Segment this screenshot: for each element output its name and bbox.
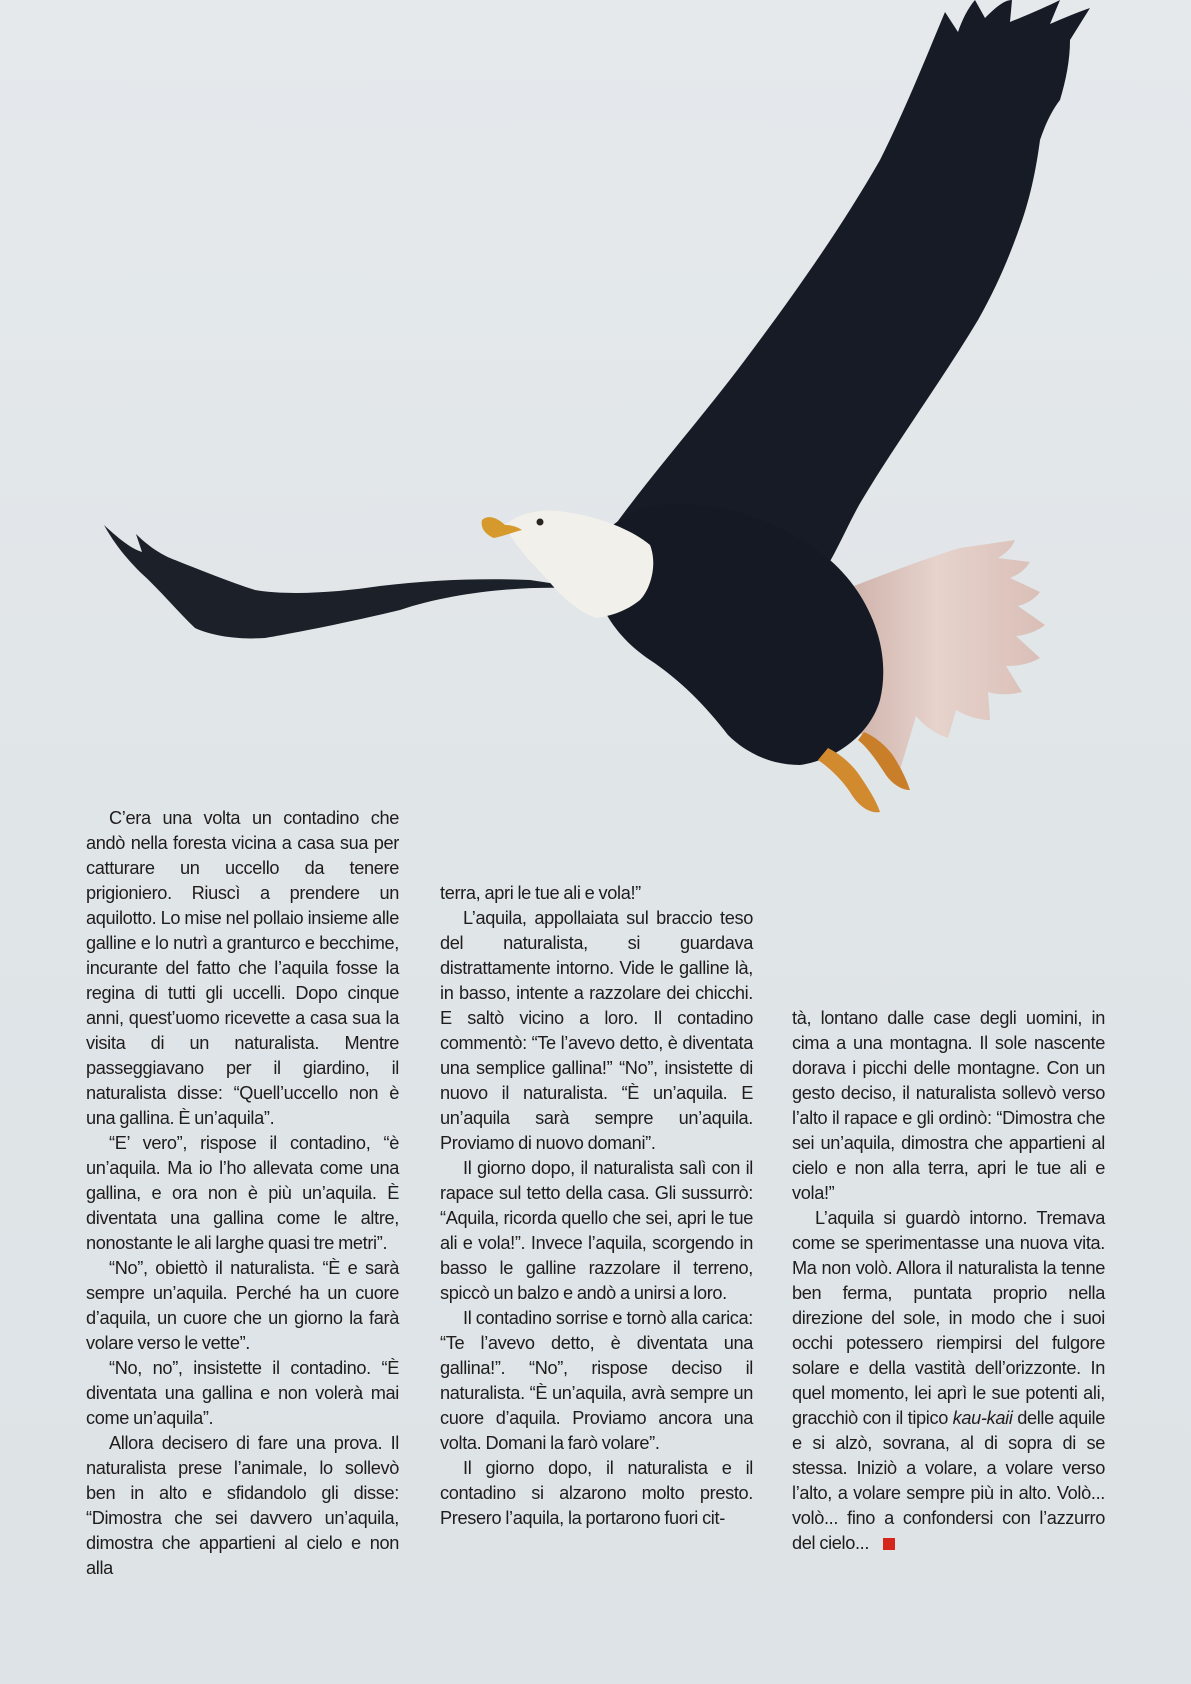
- text-run: L’aquila si guardò intorno. Tremava come se sperimentasse una nuova vita. Ma non volò. Allora il naturalista la tenne ben ferma, puntata proprio nella direzione del sole, in modo che i suoi occhi potessero riempirsi del fulgore solare e della vastità dell’orizzonte. In quel momento, lei aprì le sue potenti ali, gracchiò con il tipico: [792, 1208, 1105, 1428]
- paragraph: Il giorno dopo, il naturalista e il contadino si alzarono molto presto. Presero l’aquila, la portarono fuori cit-: [440, 1458, 753, 1528]
- eagle-right-wing: [615, 0, 1090, 587]
- end-mark-square: [883, 1538, 895, 1550]
- text-column-2: [440, 881, 753, 1531]
- paragraph-continuation: terra, apri le tue ali e vola!”: [440, 883, 641, 903]
- paragraph: Il contadino sorrise e tornò alla carica: “Te l’avevo detto, è diventata una gallina!”. “No”, rispose deciso il naturalista. “È un’aquila, avrà sempre un cuore d’aquila. Proviamo ancora una volta. Domani la farò volare”.: [440, 1308, 753, 1453]
- eagle-photo: [0, 0, 1191, 830]
- paragraph-continuation: tà, lontano dalle case degli uomini, in cima a una montagna. Il sole nascente dorava i picchi delle montagne. Con un gesto deciso, il naturalista sollevò verso l’alto il rapace e gli ordinò: “Dimostra che sei un’aquila, dimostra che appartieni al cielo e non alla terra, apri le tue ali e vola!”: [792, 1008, 1105, 1203]
- paragraph: “E’ vero”, rispose il contadino, “è un’aquila. Ma io l’ho allevata come una gallina, e ora non è più un’aquila. È diventata una gallina come le altre, nonostante le ali larghe quasi tre metri”.: [86, 1133, 399, 1253]
- italic-sound: kau-kaii: [952, 1408, 1013, 1428]
- paragraph: “No, no”, insistette il contadino. “È diventata una gallina e non volerà mai come un’aquila”.: [86, 1358, 399, 1428]
- paragraph: C’era una volta un contadino che andò nella foresta vicina a casa sua per catturare un uccello da tenere prigioniero. Riuscì a prendere un aquilotto. Lo mise nel pollaio insieme alle galline e lo nutrì a granturco e becchime, incurante del fatto che l’aquila fosse la regina di tutti gli uccelli. Dopo cinque anni, quest’uomo ricevette a casa sua la visita di un naturalista. Mentre passeggiavano per il giardino, il naturalista disse: “Quell’uccello non è una gallina. È un’aquila”.: [86, 808, 399, 1128]
- text-column-3: [792, 1006, 1105, 1556]
- paragraph: L’aquila, appollaiata sul braccio teso del naturalista, si guardava distrattamente intorno. Vide le galline là, in basso, intente a razzolare dei chicchi. E saltò vicino a loro. Il contadino commentò: “Te l’avevo detto, è diventata una semplice gallina!” “No”, insistette di nuovo il naturalista. “È un’aquila. E un’aquila sarà sempre un’aquila. Proviamo di nuovo domani”.: [440, 908, 753, 1153]
- paragraph: Il giorno dopo, il naturalista salì con il rapace sul tetto della casa. Gli sussurrò: “Aquila, ricorda quello che sei, apri le tue ali e vola!”. Invece l’aquila, scorgendo in basso le galline razzolare il terreno, spiccò un balzo e andò a unirsi a loro.: [440, 1158, 753, 1303]
- paragraph: “No”, obiettò il naturalista. “È e sarà sempre un’aquila. Perché ha un cuore d’aquila, un cuore che un giorno la farà volare verso le vette”.: [86, 1258, 399, 1353]
- paragraph: Allora decisero di fare una prova. Il naturalista prese l’animale, lo sollevò ben in alto e sfidandolo gli disse: “Dimostra che sei davvero un’aquila, dimostra che appartieni al cielo e non alla: [86, 1433, 399, 1578]
- eagle-eye: [537, 519, 544, 526]
- text-run: delle aquile e si alzò, sovrana, al di sopra di se stessa. Iniziò a volare, a volare verso l’alto, a volare sempre più in alto. Volò... volò... fino a confondersi con l’azzurro del cielo...: [792, 1408, 1105, 1553]
- eagle-talon-left: [818, 748, 880, 812]
- text-column-1: [86, 806, 399, 1581]
- paragraph-final: [792, 1206, 1105, 1556]
